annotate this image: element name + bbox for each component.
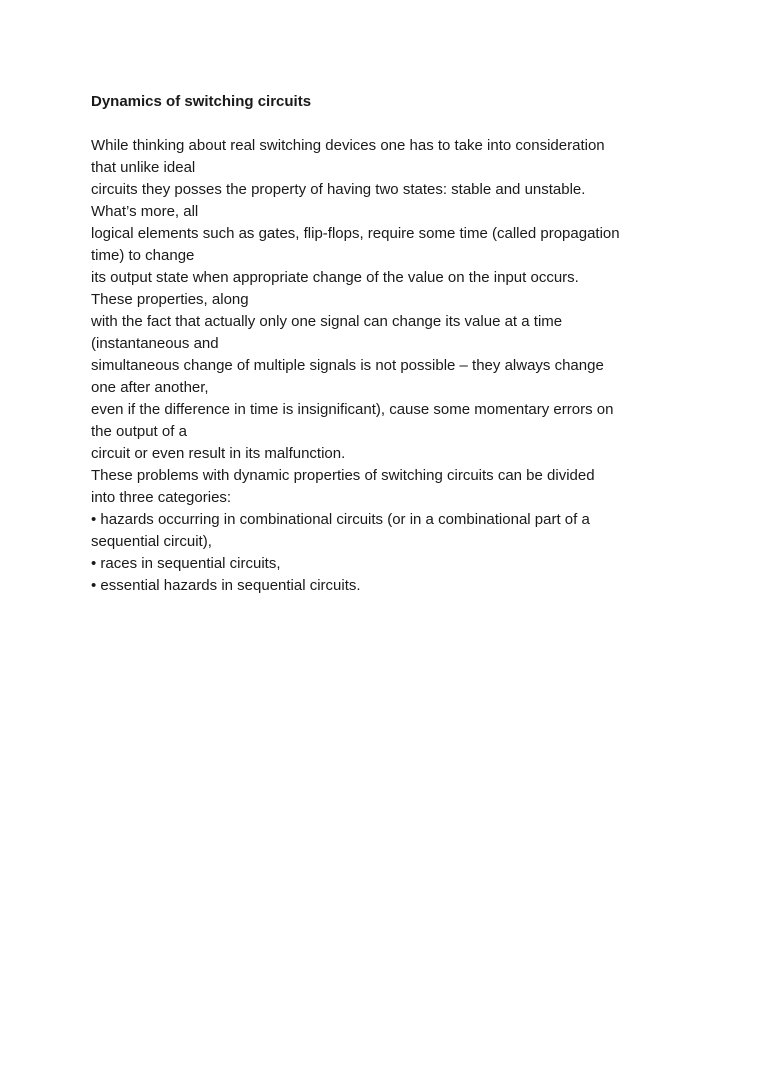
text-line: into three categories: [91,489,232,506]
text-line: circuit or even result in its malfunction. [91,445,346,462]
text-line: one after another, [91,379,209,396]
text-line: the output of a [91,423,187,440]
text-line: These problems with dynamic properties of switching circuits can be divided [91,467,595,484]
text-line: logical elements such as gates, flip-flops, require some time (called propagation [91,225,620,242]
bullet-item-essential-hazards: • essential hazards in sequential circuits. [91,577,361,594]
document-title: Dynamics of switching circuits [91,93,312,110]
text-line: that unlike ideal [91,159,196,176]
text-line: simultaneous change of multiple signals is not possible – they always change [91,357,604,374]
document-body [91,91,681,597]
text-line: even if the difference in time is insignificant), cause some momentary errors on [91,401,614,418]
text-line: sequential circuit), [91,533,212,550]
text-line: its output state when appropriate change of the value on the input occurs. [91,269,579,286]
text-line: circuits they posses the property of having two states: stable and unstable. [91,181,586,198]
text-line: with the fact that actually only one signal can change its value at a time [91,313,563,330]
text-line: time) to change [91,247,195,264]
bullet-item-combinational-hazards: • hazards occurring in combinational circuits (or in a combinational part of a [91,511,590,528]
text-line: What’s more, all [91,203,199,220]
text-line: (instantaneous and [91,335,219,352]
bullet-item-races: • races in sequential circuits, [91,555,281,572]
text-line: These properties, along [91,291,249,308]
text-line: While thinking about real switching devices one has to take into consideration [91,137,605,154]
